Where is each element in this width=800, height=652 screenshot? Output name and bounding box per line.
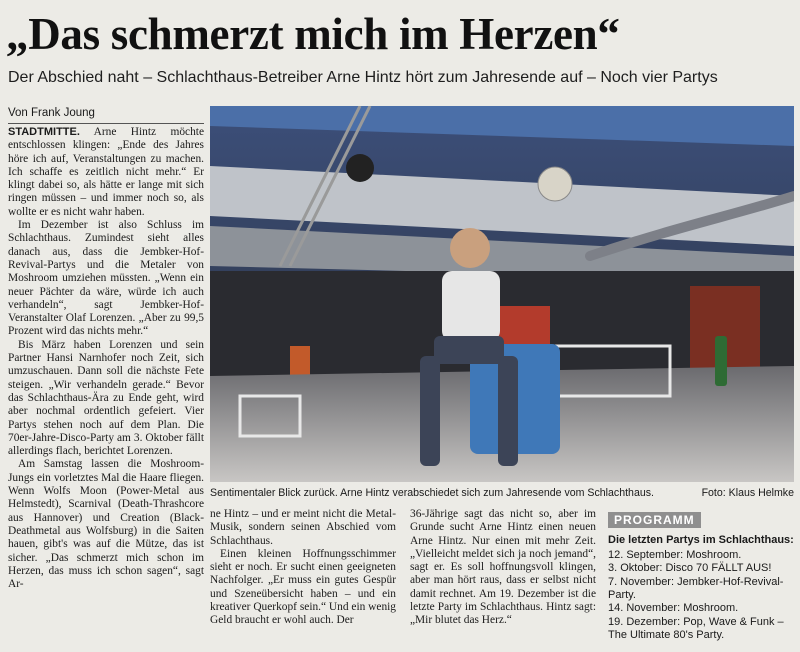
photo-credit: Foto: Klaus Helmke: [701, 487, 794, 499]
article-column-3: [410, 508, 596, 628]
photo-caption: [210, 486, 794, 500]
program-sidebar: [608, 512, 794, 643]
program-item: 3. Oktober: Disco 70 FÄLLT AUS!: [608, 562, 772, 575]
article-column-2: [210, 508, 396, 628]
program-item: 19. Dezember: Pop, Wave & Funk – The Ultimate 80's Party.: [608, 615, 784, 642]
byline: Von Frank Joung: [8, 106, 204, 124]
headline: „Das schmerzt mich im Herzen“: [6, 9, 620, 59]
dateline: STADTMITTE.: [8, 126, 80, 138]
article-paragraph: ne Hintz – und er meint nicht die Metal-Musik, sondern seinen Abschied vom Schlachthaus.: [210, 508, 396, 547]
article-paragraph: Bis März haben Lorenzen und sein Partner Hansi Narnhofer noch Zeit, sich umzuschauen. Dann soll die nächste Fete steigen. „Wir verhandeln gerade.“ Bevor das Schlachthaus-Ära zu Ende geht, wird aber nochmal ordentlich gefeiert. Vier Partys stehen noch auf dem Plan. Die 70er-Jahre-Disco-Party am 3. Oktober fällt allerdings flach, berichtet Lorenzen.: [8, 338, 204, 458]
article-paragraph: STADTMITTE. Arne Hintz möchte entschlossen klingen: „Ende des Jahres höre ich auf, Veranstaltungen zu machen. Ich schaffe es zeitlich nicht mehr.“ Er klingt dabei so, als hätte er lange mit sich ringen müssen – und immer noch so, als wollte er es nicht wahr haben.: [8, 126, 204, 218]
club-interior-photo: [210, 106, 794, 482]
program-item: 14. November: Moshroom.: [608, 602, 739, 615]
article-paragraph: 36-Jährige sagt das nicht so, aber im Grunde sucht Arne Hintz einen neuen Arne Hintz. Nur einen mit mehr Zeit. „Vielleicht meldet sich ja noch jemand“, sagt er. Es soll hoffnungsvoll klingen, aber man hört raus, dass er selbst nicht damit rechnet. Am 19. Dezember ist die letzte Party im Schlachthaus. Hintz sagt: „Mir blutet das Herz.“: [410, 508, 596, 627]
program-tag: PROGRAMM: [608, 512, 701, 528]
subheadline: Der Abschied naht – Schlachthaus-Betreiber Arne Hintz hört zum Jahresende auf – Noch vier Partys: [8, 69, 718, 86]
article-paragraph: Im Dezember ist also Schluss im Schlachthaus. Zumindest sieht alles danach aus, dass die Jembker-Hof-Revival-Partys und die Metaler von Moshroom umziehen müssten. „Wenn ein neuer Pächter da wäre, würde ich auch verhandeln“, sagt Jembker-Hof-Veranstalter Olaf Lorenzen. „Aber zu 99,5 Prozent wird das nichts mehr.“: [8, 219, 204, 338]
article-column-1: [8, 126, 204, 646]
program-item: 7. November: Jembker-Hof-Revival-Party.: [608, 575, 784, 602]
program-item: 12. September: Moshroom.: [608, 548, 742, 561]
article-paragraph: Am Samstag lassen die Moshroom-Jungs ein vorletztes Mal die Haare fliegen. Wenn Wolfs Moon (Power-Metal aus Helmstedt), Scarnival (Death-Thrashcore aus Hannover) und Creation (Black-Deathmetal aus Wolfsburg) in die Saiten hauen, gibt's was auf die Mütze, das ist sicher. „Das schmerzt mich schon im Herzen, das muss ich schon sagen“, sagt Ar-: [8, 458, 204, 591]
program-title: Die letzten Partys im Schlachthaus:: [608, 534, 794, 547]
article-paragraph: Einen kleinen Hoffnungsschimmer sieht er noch. Er sucht einen geeigneten Nachfolger. „Er muss ein gutes Gespür und Szeneübersicht haben – und ein kreativer Querkopf sein.“ Und ein wenig Geld braucht er wohl auch. Der: [210, 547, 396, 627]
article-photo: [210, 106, 794, 482]
caption-text: Sentimentaler Blick zurück. Arne Hintz verabschiedet sich zum Jahresende vom Schlachthaus.: [210, 487, 654, 499]
